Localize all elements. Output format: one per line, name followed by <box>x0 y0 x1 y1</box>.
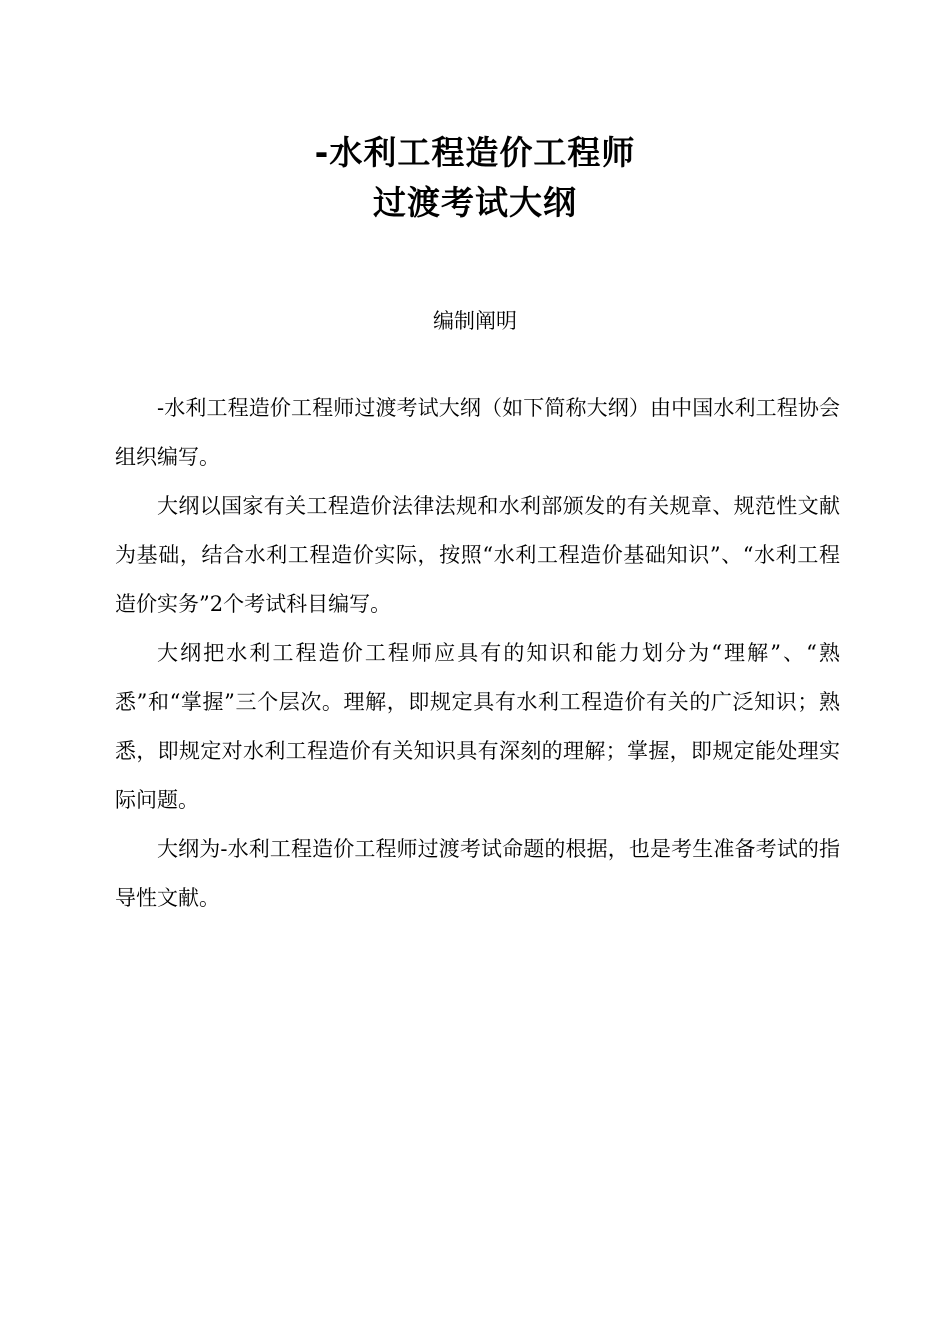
body-text <box>115 384 840 923</box>
document-title <box>0 128 950 228</box>
paragraph-2: 大纲以国家有关工程造价法律法规和水利部颁发的有关规章、规范性文献为基础，结合水利工程造价实际，按照“水利工程造价基础知识”、“水利工程造价实务”2个考试科目编写。 <box>115 494 840 616</box>
title-line-2: 过渡考试大纲 <box>373 183 577 222</box>
title-line-1: -水利工程造价工程师 <box>314 133 636 172</box>
paragraph-1: -水利工程造价工程师过渡考试大纲（如下简称大纲）由中国水利工程协会组织编写。 <box>115 396 840 469</box>
paragraph-4: 大纲为-水利工程造价工程师过渡考试命题的根据，也是考生准备考试的指导性文献。 <box>115 837 840 910</box>
section-heading: 编制阐明 <box>433 309 517 333</box>
paragraph-3: 大纲把水利工程造价工程师应具有的知识和能力划分为“理解”、“熟悉”和“掌握”三个层次。理解，即规定具有水利工程造价有关的广泛知识；熟悉，即规定对水利工程造价有关知识具有深刻的理解；掌握，即规定能处理实际问题。 <box>115 641 840 812</box>
